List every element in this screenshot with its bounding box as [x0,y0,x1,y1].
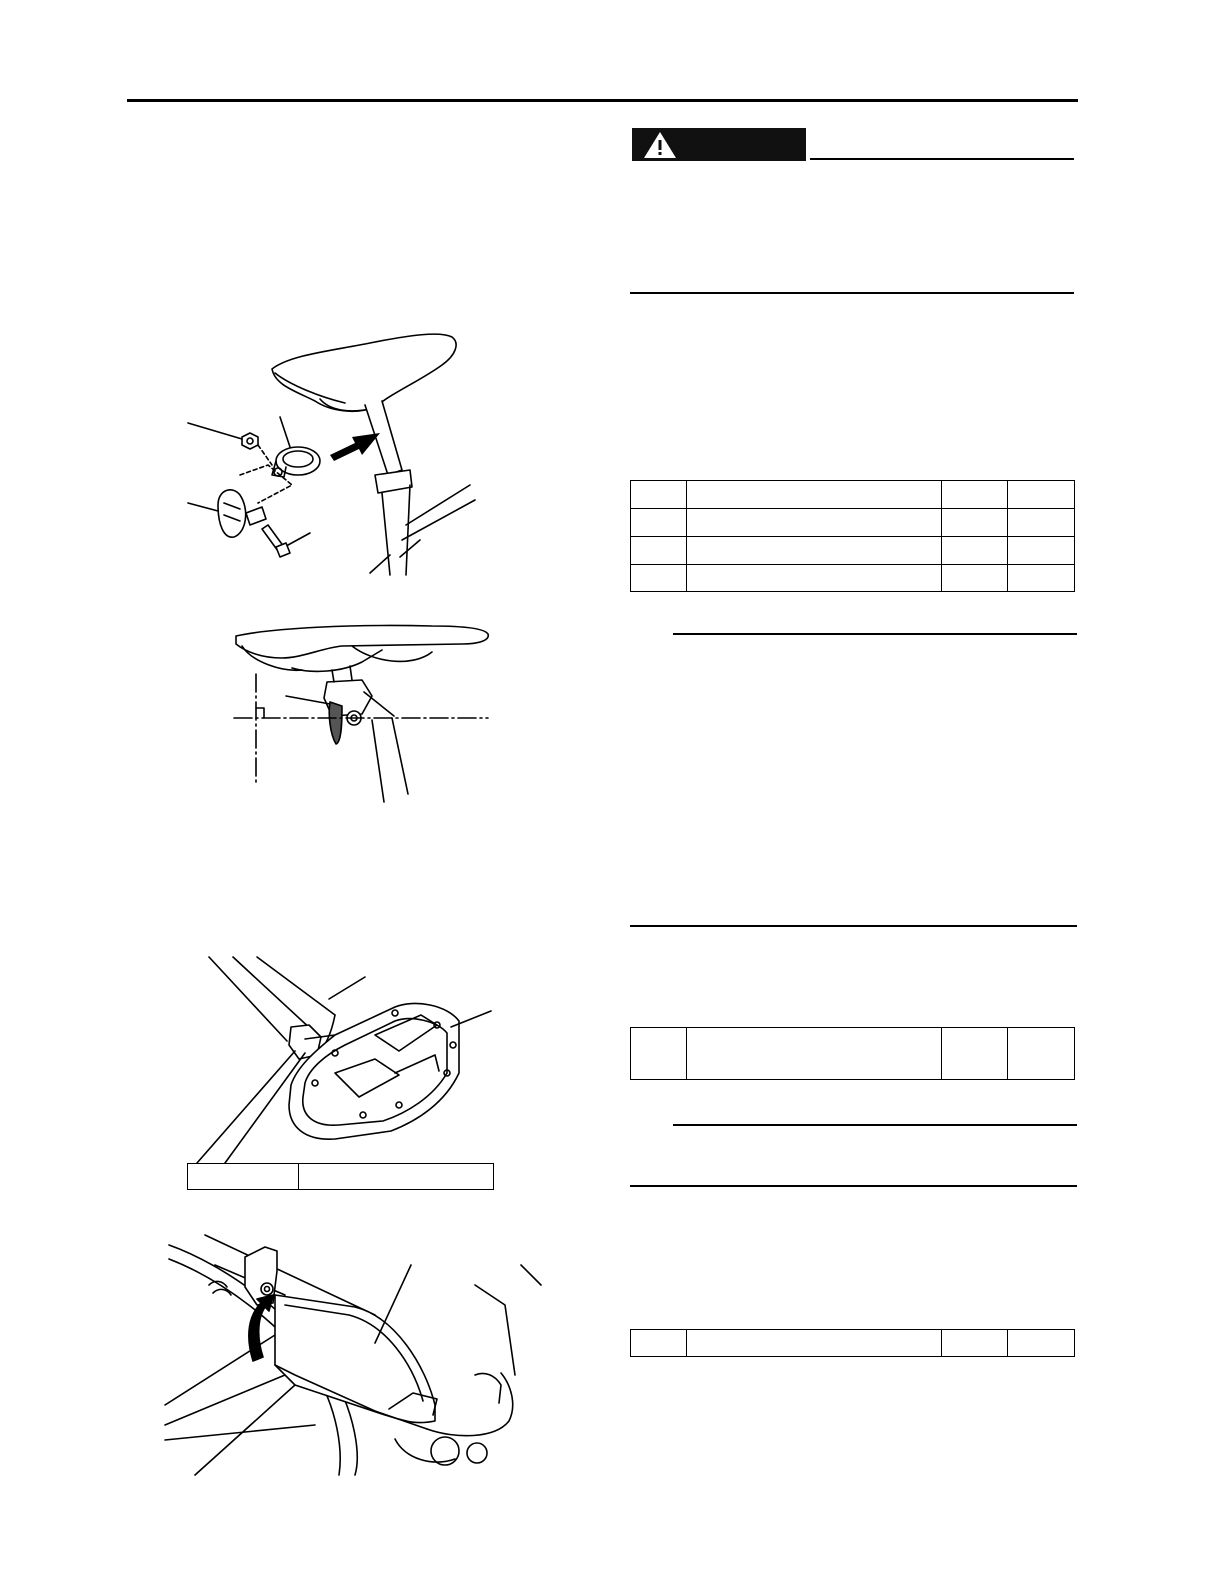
note-rule-2 [673,1124,1077,1126]
pedal-figure [185,955,495,1155]
note-end-rule-2 [630,1185,1077,1187]
spec-table-3 [630,1329,1075,1357]
battery-figure [165,1225,545,1475]
warning-header-rule [810,158,1074,160]
saddle-level-figure [232,622,492,802]
warning-triangle-icon [640,128,680,161]
torque-table [187,1163,494,1190]
header-rule [127,99,1078,102]
warning-bar [632,128,806,161]
spec-table-2 [630,1027,1075,1080]
curved-arrow-up-icon [249,1295,273,1361]
warning-end-rule [630,292,1074,294]
note-rule-1 [673,633,1077,635]
arrow-right-icon [330,433,380,461]
seat-clamp-figure [180,325,480,575]
note-end-rule-1 [630,925,1077,927]
spec-table-1 [630,480,1075,592]
